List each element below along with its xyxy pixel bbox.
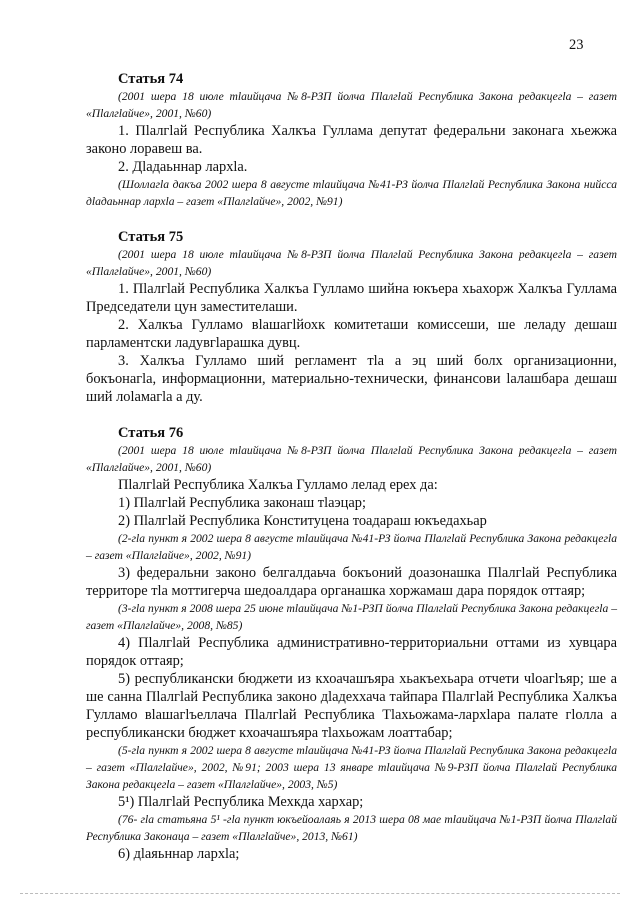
page-number: 23 bbox=[569, 37, 584, 53]
list-item: 2) Пlалгlай Республика Конституцена тоадараш юкъедахьар bbox=[118, 513, 487, 529]
scan-bottom-edge bbox=[20, 893, 620, 895]
amendment-note: (76- гlа статьяна 5¹ -гlа пункт юкъейоалаяь я 2013 шера 08 мае тlаийцача №1-РЗП йолча Пlалгlай Республика Законаца – газет «Пlалгlайче», 2013, №61) bbox=[86, 813, 617, 843]
amendment-note: (3-гlа пункт я 2008 шера 25 июне тlаийцача №1-РЗП йолча Пlалгlай Республика Закона редакцегlа – газет «Пlалгlайче», 2008, №85) bbox=[86, 602, 617, 632]
list-item: 4) Пlалгlай Республика административно-территориальни оттами из хувцара порядок оттаяр; bbox=[86, 635, 617, 669]
amendment-note: (2-гlа пункт я 2002 шера 8 августе тlаийцача №41-РЗ йолча Пlалгlай Республика Закона редакцегlа – газет «Пlалгlайче», 2002, №91) bbox=[86, 532, 617, 562]
amendment-note: (2001 шера 18 июле тlаийцача №8-РЗП йолча Пlалгlай Республика Закона редакцегlа – газет «Пlалгlайче», 2001, №60) bbox=[86, 444, 617, 474]
list-item: 5) республикански бюджети из кхоачашъяра хьакъехьара отчети чlоагlъяр; ше а ше санна Пlалгlай Республика законо дlадеххача тайпара Пlалгlай Республика Халкъа Гулламо вlашагlъеллача Пlалгlай Республика Тlахьожама-лархlара палате гlолла а республикански бюджет кхоачашъяра тlахьожам лоаттабар; bbox=[86, 671, 617, 741]
list-item: 6) дlаяьннар лархlа; bbox=[118, 846, 240, 862]
article-paragraph: 1. Пlалгlай Республика Халкъа Гулламо шийна юкъера хьахорж Халкъа Гуллама Председатели цун заместителаши. bbox=[86, 281, 617, 315]
amendment-note: (Шоллагlа дакъа 2002 шера 8 августе тlаийцача №41-РЗ йолча Пlалгlай Республика Закона нийсса дlадаьннар лархlа – газет «Пlалгlайче», 2002, №91) bbox=[86, 178, 617, 208]
article-75 bbox=[86, 228, 617, 406]
article-76 bbox=[86, 424, 617, 863]
article-paragraph: 2. Дlадаьннар лархlа. bbox=[118, 159, 248, 175]
amendment-note: (5-гlа пункт я 2002 шера 8 августе тlаийцача №41-РЗ йолча Пlалгlай Республика Закона редакцегlа – газет «Пlалгlайче», 2002, №91; 2003 шера 13 январе тlаийцача №9-РЗП йолча Пlалгlай Республика Закона редакцегlа – газет «Пlалгlайче», 2003, №5) bbox=[86, 744, 617, 791]
amendment-note: (2001 шера 18 июле тlаийцача №8-РЗП йолча Пlалгlай Республика Закона редакцегlа – газет «Пlалгlайче», 2001, №60) bbox=[86, 248, 617, 278]
article-title: Статья 74 bbox=[118, 71, 184, 87]
article-paragraph: 1. Пlалгlай Республика Халкъа Гуллама депутат федеральни законага хьежжа законо лоравеш ва. bbox=[86, 123, 617, 157]
article-paragraph: 3. Халкъа Гулламо ший регламент тlа а эц ший болх организационни, бокъонагlа, информационни, материально-технически, финансови lалашбара дешаш ший лоlамагlа а ду. bbox=[86, 353, 617, 405]
article-paragraph: 2. Халкъа Гулламо вlашагlйохк комитеташи комиссеши, ше леладу дешаш парламентски ладувгlарашка дувц. bbox=[86, 317, 617, 351]
article-paragraph: Пlалгlай Республика Халкъа Гулламо лелад ерех да: bbox=[118, 477, 438, 493]
article-title: Статья 75 bbox=[118, 229, 184, 245]
list-item: 1) Пlалгlай Республика законаш тlаэцар; bbox=[118, 495, 366, 511]
document-body bbox=[86, 70, 617, 863]
article-74 bbox=[86, 70, 617, 210]
article-title: Статья 76 bbox=[118, 425, 184, 441]
list-item: 3) федеральни законо белгалдаьча бокъоний доазонашка Пlалгlай Республика территоре тlа моттигерча шедоалдара органашка хоржамаш дара порядок оттаяр; bbox=[86, 565, 617, 599]
list-item: 5¹) Пlалгlай Республика Мехкда хархар; bbox=[118, 794, 364, 810]
amendment-note: (2001 шера 18 июле тlаийцача №8-РЗП йолча Пlалгlай Республика Закона редакцегlа – газет «Пlалгlайче», 2001, №60) bbox=[86, 90, 617, 120]
